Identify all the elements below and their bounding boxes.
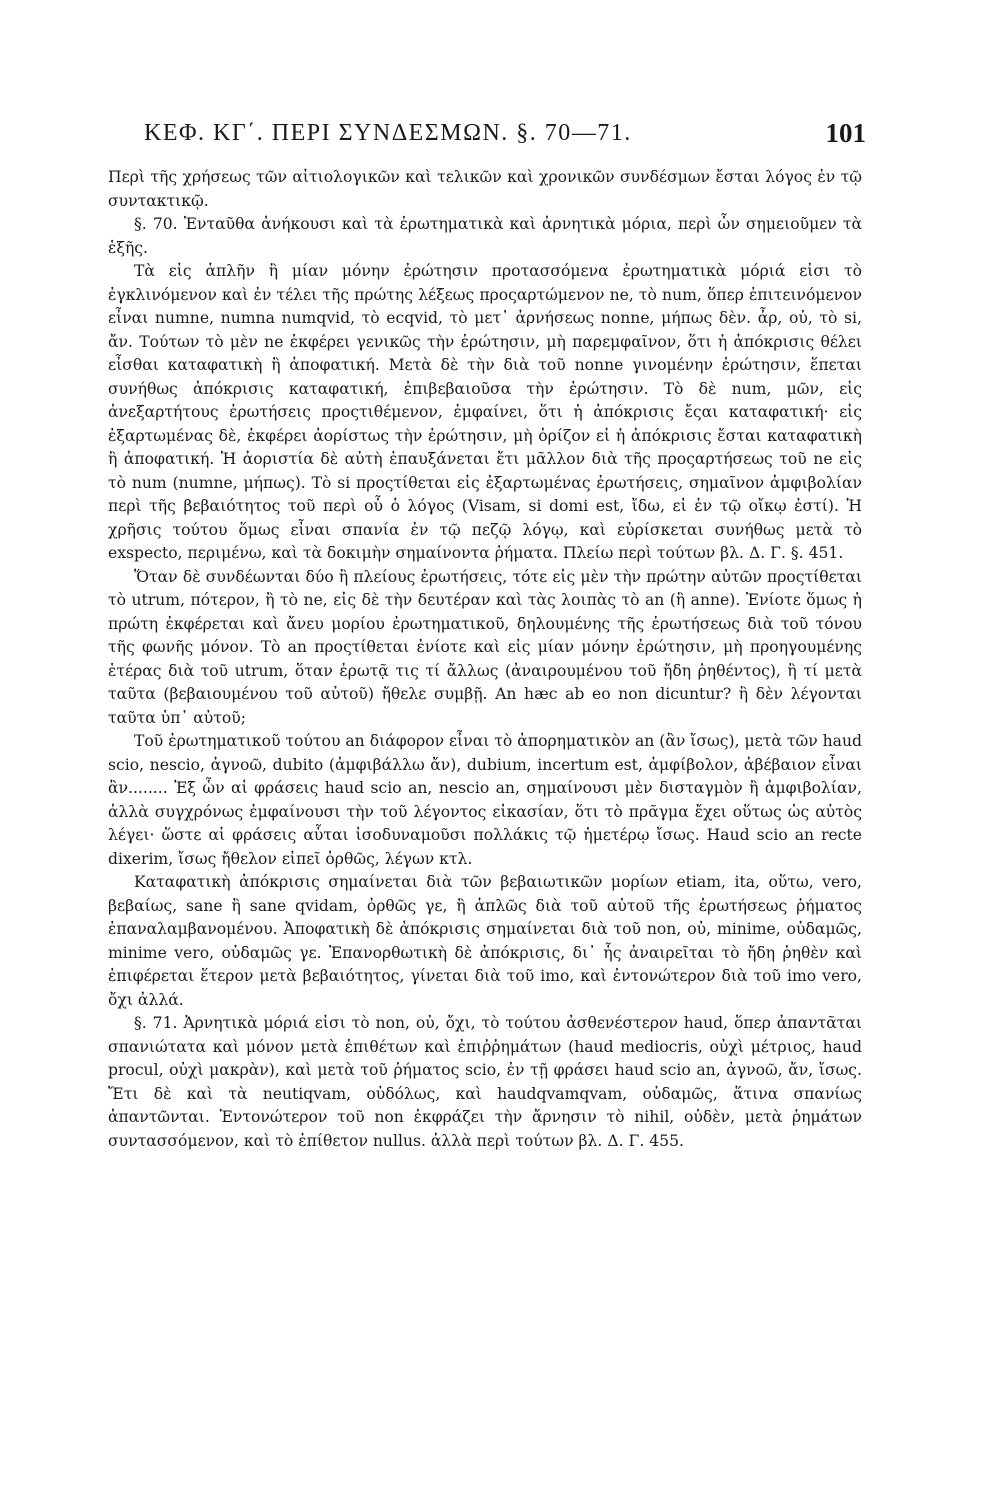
paragraph-dubitative-an: Τοῦ ἐρωτηματικοῦ τούτου an διάφορον εἶναι τὸ ἀπορηματικὸν an (ἂν ἴσως), μετὰ τῶν haud scio, nescio, ἀγνοῶ, dubito (ἀμφιβάλλω ἄν), dubium, incertum est, ἀμφίβολον, ἀβέβαιον εἶναι ἂν........ Ἐξ ὧν αἱ φράσεις haud scio an, nescio an, σημαίνουσι μὲν δισταγμὸν ἢ ἀμφιβολίαν, ἀλλὰ συγχρόνως ἐμφαίνουσι τὴν τοῦ λέγοντος εἰκασίαν, ὅτι τὸ πρᾶγμα ἔχει οὕτως ὡς αὐτὸς λέγει· ὥστε αἱ φράσεις αὗται ἰσοδυναμοῦσι πολλάκις τῷ ἡμετέρῳ ἴσως. Haud scio an recte dixerim, ἴσως ἤθελον εἰπεῖ ὀρθῶς, λέγων κτλ. <box>108 732 862 868</box>
page-number: 101 <box>825 118 866 148</box>
running-head: ΚΕΦ. ΚΓ΄. ΠΕΡΙ ΣΥΝΔΕΣΜΩΝ. §. 70—71. <box>144 120 632 146</box>
page-header <box>108 118 866 166</box>
book-page <box>108 118 866 1153</box>
paragraph-section-70: §. 70. Ἐνταῦθα ἀνήκουσι καὶ τὰ ἐρωτηματικὰ καὶ ἀρνητικὰ μόρια, περὶ ὧν σημειοῦμεν τὰ ἑξῆς. <box>108 215 862 257</box>
body-text <box>108 166 862 1153</box>
paragraph-section-71: §. 71. Ἀρνητικὰ μόριά εἰσι τὸ non, οὐ, ὄχι, τὸ τούτου ἀσθενέστερον haud, ὅπερ ἀπαντᾶται σπανιώτατα καὶ μόνον μετὰ ἐπιθέτων καὶ ἐπιῤῥημάτων (haud mediocris, οὐχὶ μέτριος, haud procul, οὐχὶ μακρὰν), καὶ μετὰ τοῦ ῥήματος scio, ἐν τῇ φράσει haud scio an, ἀγνοῶ, ἄν, ἴσως. Ἔτι δὲ καὶ τὰ neutiqvam, οὐδόλως, καὶ haudqvamqvam, οὐδαμῶς, ἅτινα σπανίως ἀπαντῶνται. Ἐντονώτερον τοῦ non ἐκφράζει τὴν ἄρνησιν τὸ nihil, οὐδὲν, μετὰ ῥημάτων συντασσόμενον, καὶ τὸ ἐπίθετον nullus. ἀλλὰ περὶ τούτων βλ. Δ. Γ. 455. <box>108 1014 862 1150</box>
paragraph-intro: Περὶ τῆς χρήσεως τῶν αἰτιολογικῶν καὶ τελικῶν καὶ χρονικῶν συνδέσμων ἔσται λόγος ἐν τῷ συντακτικῷ. <box>108 168 862 210</box>
paragraph-answers: Καταφατικὴ ἀπόκρισις σημαίνεται διὰ τῶν βεβαιωτικῶν μορίων etiam, ita, οὕτω, vero, βεβαίως, sane ἢ sane qvidam, ὀρθῶς γε, ἢ ἁπλῶς διὰ τοῦ αὐτοῦ τῆς ἐρωτήσεως ῥήματος ἐπαναλαμβανομένου. Ἀποφατικὴ δὲ ἀπόκρισις σημαίνεται διὰ τοῦ non, οὐ, minime, οὐδαμῶς, minime vero, οὐδαμῶς γε. Ἐπανορθωτικὴ δὲ ἀπόκρισις, δι᾽ ἧς ἀναιρεῖται τὸ ἤδη ῥηθὲν καὶ ἐπιφέρεται ἕτερον μετὰ βεβαιότητος, γίνεται διὰ τοῦ imo, καὶ ἐντονώτερον διὰ τοῦ imo vero, ὄχι ἀλλά. <box>108 873 862 1009</box>
paragraph-interrogative-particles: Τὰ εἰς ἁπλῆν ἢ μίαν μόνην ἐρώτησιν προτασσόμενα ἐρωτηματικὰ μόριά εἰσι τὸ ἐγκλινόμενον καὶ ἐν τέλει τῆς πρώτης λέξεως προςαρτώμενον ne, τὸ num, ὅπερ ἐπιτεινόμενον εἶναι numne, numna numqvid, τὸ ecqvid, τὸ μετ᾽ ἀρνήσεως nonne, μήπως δὲν. ἆρ, οὐ, τὸ si, ἄν. Τούτων τὸ μὲν ne ἐκφέρει γενικῶς τὴν ἐρώτησιν, μὴ παρεμφαῖνον, ὅτι ἡ ἀπόκρισις θέλει εἶσθαι καταφατικὴ ἢ ἀποφατική. Μετὰ δὲ τὴν διὰ τοῦ nonne γινομένην ἐρώτησιν, ἕπεται συνήθως ἀπόκρισις καταφατική, ἐπιβεβαιοῦσα τὴν ἐρώτησιν. Τὸ δὲ num, μῶν, εἰς ἀνεξαρτήτους ἐρωτήσεις προςτιθέμενον, ἐμφαίνει, ὅτι ἡ ἀπόκρισις ἔςαι καταφατική· εἰς ἐξαρτωμένας δὲ, ἐκφέρει ἀορίστως τὴν ἐρώτησιν, μὴ ὁρίζον εἰ ἡ ἀπόκρισις ἔσται καταφατικὴ ἢ ἀποφατική. Ἡ ἀοριστία δὲ αὐτὴ ἐπαυξάνεται ἔτι μᾶλλον διὰ τῆς προςαρτήσεως τοῦ ne εἰς τὸ num (numne, μήπως). Τὸ si προςτίθεται εἰς ἐξαρτωμένας ἐρωτήσεις, σημαῖνον ἀμφιβολίαν περὶ τῆς βεβαιότητος τοῦ περὶ οὗ ὁ λόγος (Visam, si domi est, ἴδω, εἰ ἐν τῷ οἴκῳ ἐστί). Ἡ χρῆσις τούτου ὅμως εἶναι σπανία ἐν τῷ πεζῷ λόγῳ, καὶ εὑρίσκεται συνήθως μετὰ τὸ exspecto, περιμένω, καὶ τὰ δοκιμὴν σημαίνοντα ῥήματα. Πλείω περὶ τούτων βλ. Δ. Γ. §. 451. <box>108 262 862 562</box>
paragraph-double-questions: Ὅταν δὲ συνδέωνται δύο ἢ πλείους ἐρωτήσεις, τότε εἰς μὲν τὴν πρώτην αὐτῶν προςτίθεται τὸ utrum, πότερον, ἢ τὸ ne, εἰς δὲ τὴν δευτέραν καὶ τὰς λοιπὰς τὸ an (ἢ anne). Ἐνίοτε ὅμως ἡ πρώτη ἐκφέρεται καὶ ἄνευ μορίου ἐρωτηματικοῦ, δηλουμένης τῆς ἐρωτήσεως διὰ τοῦ τόνου τῆς φωνῆς μόνον. Τὸ an προςτίθεται ἐνίοτε καὶ εἰς μίαν μόνην ἐρώτησιν, μὴ προηγουμένης ἑτέρας διὰ τοῦ utrum, ὅταν ἐρωτᾷ τις τί ἄλλως (ἀναιρουμένου τοῦ ἤδη ῥηθέντος), ἢ τί μετὰ ταῦτα (βεβαιουμένου τοῦ αὐτοῦ) ἤθελε συμβῇ. An hæc ab eo non dicuntur? ἢ δὲν λέγονται ταῦτα ὑπ᾽ αὐτοῦ; <box>108 567 862 727</box>
